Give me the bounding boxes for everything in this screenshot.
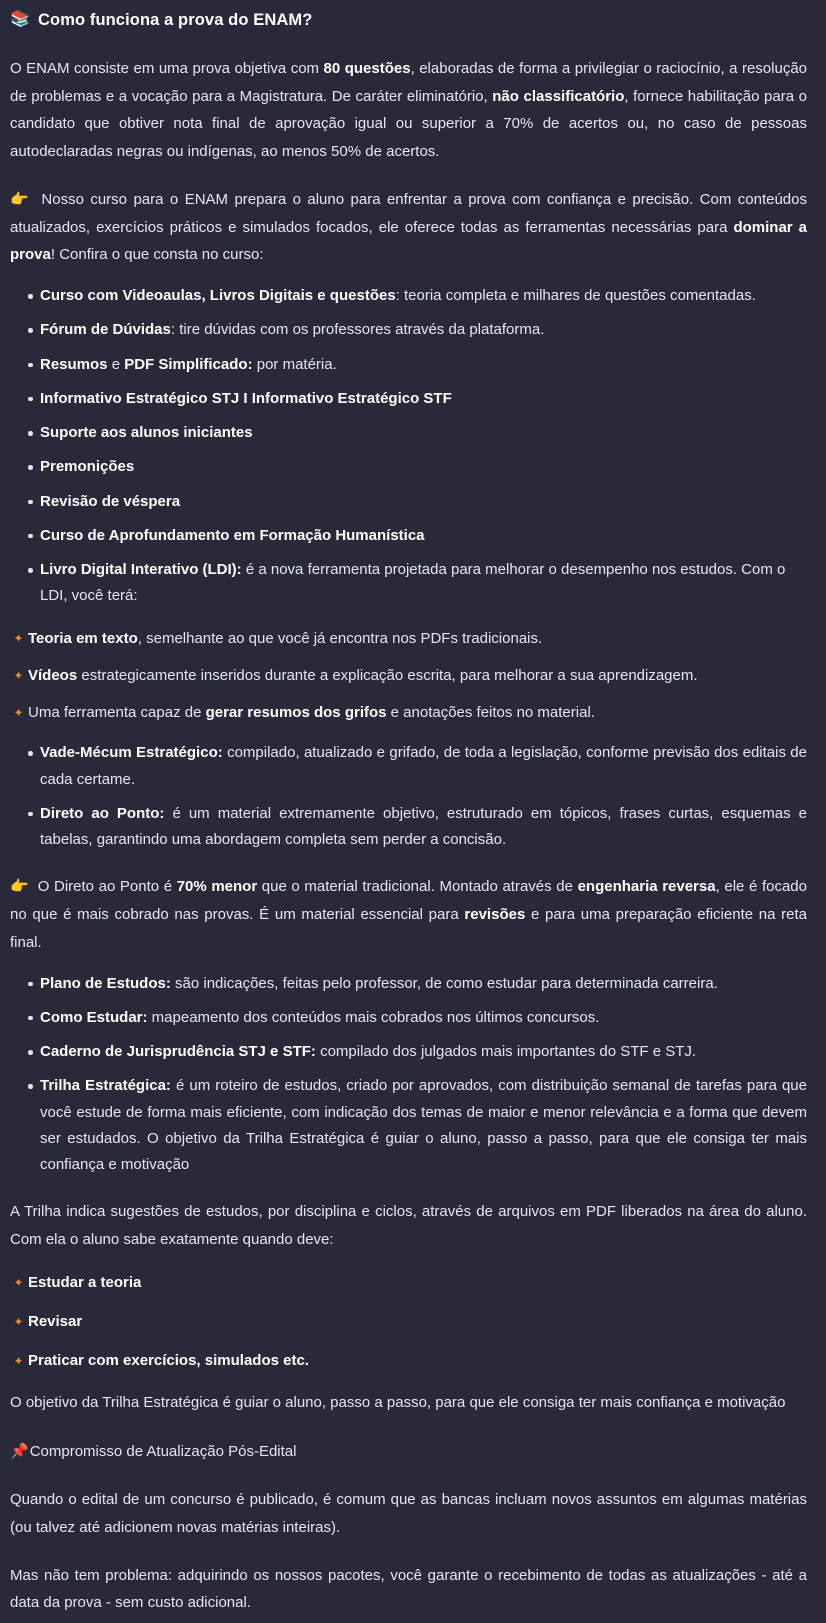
- list-item: [10, 386, 807, 412]
- bottom-spacer: [10, 1617, 807, 1623]
- list-item: [10, 420, 807, 446]
- item-label: Vade-Mécum Estratégico:: [40, 744, 223, 762]
- intro-paragraph: [10, 55, 807, 166]
- material-items-list: [10, 740, 807, 853]
- page-title: [10, 0, 807, 35]
- item-label: Livro Digital Interativo (LDI):: [40, 561, 242, 578]
- list-item: Praticar com exercícios, simulados etc.: [10, 1348, 807, 1374]
- commitment-title-text: Compromisso de Atualização Pós-Edital: [29, 1443, 297, 1461]
- list-item: [10, 454, 807, 480]
- item-desc: compilado dos julgados mais importantes do STF e STJ.: [315, 1043, 697, 1060]
- item-label: Suporte aos alunos iniciantes: [40, 424, 253, 441]
- item-label: Plano de Estudos:: [40, 974, 171, 992]
- item-pre: Uma ferramenta capaz de: [28, 704, 206, 721]
- item-desc: por matéria.: [252, 355, 337, 373]
- intro-text-1: O ENAM consiste em uma prova objetiva com: [10, 59, 324, 77]
- list-item: [10, 801, 807, 854]
- direto-ao-ponto-paragraph: [10, 873, 807, 956]
- list-item: [10, 557, 807, 610]
- item-label: Curso com Videoaulas, Livros Digitais e questões: [40, 287, 396, 304]
- item-desc: : tire dúvidas com os professores através da plataforma.: [170, 321, 545, 339]
- direto-bold-2: engenharia reversa: [577, 878, 716, 896]
- item-desc: é um roteiro de estudos, criado por aprovados, com distribuição semanal de tarefas para que você estude de forma mais eficiente, com indicação dos temas de maior e menor relevância e a forma que devem ser estudados. O objetivo da Trilha Estratégica é guiar o aluno, passo a passo, para que ele consiga ter mais confiança e motivação: [40, 1077, 807, 1173]
- item-label: Curso de Aprofundamento em Formação Humanística: [40, 526, 425, 544]
- item-mid: e: [107, 355, 125, 373]
- item-label: Vídeos: [28, 666, 78, 684]
- list-item: [10, 352, 807, 378]
- list-item: [10, 523, 807, 549]
- list-item: Estudar a teoria: [10, 1270, 807, 1296]
- trilha-paragraph: A Trilha indica sugestões de estudos, por disciplina e ciclos, através de arquivos em PDF liberados na área do aluno. Com ela o aluno sabe exatamente quando deve:: [10, 1203, 807, 1248]
- list-item: [10, 663, 807, 689]
- ldi-features-list: [10, 626, 807, 727]
- commitment-paragraph-2: Mas não tem problema: adquirindo os nossos pacotes, você garante o recebimento de todas as atualizações - até a data da prova - sem custo adicional.: [10, 1566, 807, 1612]
- item-desc: e anotações feitos no material.: [386, 704, 595, 721]
- item-label: Fórum de Dúvidas: [40, 321, 171, 339]
- list-item: [10, 1039, 807, 1065]
- direto-text-3: , ele é focado no que é mais cobrado nas provas. É um material essencial para: [10, 878, 807, 923]
- item-desc: é um material extremamente objetivo, estruturado em tópicos, frases curtas, esquemas e tabelas, garantindo uma abordagem completa sem perder a concisão.: [40, 804, 807, 848]
- item-desc: compilado, atualizado e grifado, de toda a legislação, conforme previsão dos editais de cada certame.: [40, 744, 807, 788]
- item-label: Resumos: [40, 355, 108, 373]
- books-icon: 📚: [10, 11, 31, 28]
- direto-bold-3: revisões: [464, 906, 526, 923]
- direto-text-1: O Direto ao Ponto é: [33, 878, 177, 896]
- list-item: Revisar: [10, 1309, 807, 1335]
- course-bold-1: dominar a prova: [10, 218, 807, 264]
- list-item: [10, 489, 807, 515]
- pointing-finger-icon: 👉: [10, 190, 31, 208]
- item-desc: são indicações, feitas pelo professor, de como estudar para determinada carreira.: [170, 974, 718, 992]
- item-label: Teoria em texto: [28, 629, 138, 647]
- direto-text-4: e para uma preparação eficiente na reta final.: [10, 906, 807, 951]
- intro-bold-2: não classificatório: [492, 87, 625, 105]
- direto-text-2: que o material tradicional. Montado através de: [257, 878, 578, 896]
- trilha-objective-paragraph: O objetivo da Trilha Estratégica é guiar o aluno, passo a passo, para que ele consiga ter mais confiança e motivação: [10, 1393, 786, 1411]
- item-label: Informativo Estratégico STJ I Informativo Estratégico STF: [40, 389, 452, 407]
- item-label-2: PDF Simplificado:: [124, 355, 253, 373]
- item-label: Trilha Estratégica:: [40, 1077, 171, 1095]
- list-item: [10, 1073, 807, 1178]
- intro-text-3: , fornece habilitação para o candidato que obtiver nota final de aprovação igual ou superior a 70% de acertos ou, no caso de pessoas autodeclaradas negras ou indígenas, ao menos 50% de acertos.: [10, 87, 807, 160]
- item-label: gerar resumos dos grifos: [205, 704, 387, 721]
- item-label: Como Estudar:: [40, 1008, 148, 1026]
- list-item: [10, 626, 807, 652]
- direto-bold-1: 70% menor: [176, 878, 258, 896]
- course-intro-paragraph: [10, 186, 807, 269]
- list-item: [10, 700, 807, 726]
- item-desc: estrategicamente inseridos durante a explicação escrita, para melhorar a sua aprendizagem.: [77, 666, 698, 684]
- study-items-list: [10, 971, 807, 1179]
- item-label: Revisão de véspera: [40, 492, 181, 510]
- commitment-paragraph-1: Quando o edital de um concurso é publicado, é comum que as bancas incluam novos assuntos em algumas matérias (ou talvez até adicionem novas matérias inteiras).: [10, 1491, 807, 1536]
- item-label: Caderno de Jurisprudência STJ e STF:: [40, 1043, 316, 1060]
- list-item: [10, 317, 807, 343]
- intro-bold-1: 80 questões: [323, 59, 411, 77]
- trilha-steps-list: [10, 1270, 807, 1375]
- intro-text-2: , elaboradas de forma a privilegiar o raciocínio, a resolução de problemas e a vocação para a Magistratura. De caráter eliminatório,: [10, 59, 807, 105]
- commitment-title: [10, 1438, 807, 1466]
- pushpin-icon: 📌: [10, 1443, 29, 1461]
- page-title-text: Como funciona a prova do ENAM?: [38, 11, 313, 29]
- item-desc: , semelhante ao que você já encontra nos PDFs tradicionais.: [137, 629, 543, 647]
- item-desc: : teoria completa e milhares de questões comentadas.: [395, 287, 756, 304]
- list-item: [10, 1005, 807, 1031]
- item-desc: é a nova ferramenta projetada para melhorar o desempenho nos estudos. Com o LDI, você terá:: [40, 561, 786, 605]
- item-label: Premonições: [40, 458, 135, 476]
- item-label: Direto ao Ponto:: [40, 804, 165, 822]
- item-desc: mapeamento dos conteúdos mais cobrados nos últimos concursos.: [147, 1008, 600, 1026]
- course-items-list: [10, 283, 807, 610]
- course-text-2: ! Confira o que consta no curso:: [50, 246, 264, 264]
- list-item: [10, 971, 807, 997]
- list-item: [10, 283, 807, 309]
- course-text-1: Nosso curso para o ENAM prepara o aluno para enfrentar a prova com confiança e precisão. Com conteúdos atualizados, exercícios práticos e simulados focados, ele oferece todas as ferramentas necessárias para: [10, 190, 807, 236]
- list-item: [10, 740, 807, 793]
- pointing-finger-icon: 👉: [10, 878, 30, 896]
